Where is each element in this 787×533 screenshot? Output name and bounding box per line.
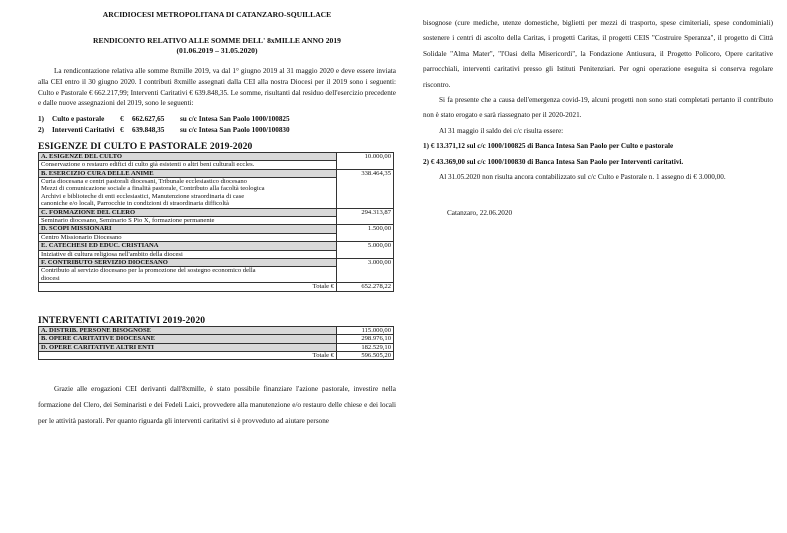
- culto-section-title: D. SCOPI MISSIONARI: [39, 225, 337, 233]
- culto-section-row: [39, 169, 394, 177]
- right-paragraph-4: Al 31.05.2020 non risulta ancora contabilizzato sul c/c Culto e Pastorale n. 1 assegno di € 3.000,00.: [439, 173, 726, 182]
- intro-line-2: 2) Interventi Caritativi € 639.848,35 su c/c Intesa San Paolo 1000/100830: [38, 125, 290, 134]
- culto-section-amount: 294.313,87: [337, 208, 394, 225]
- caritativi-row-title: D. OPERE CARITATIVE ALTRI ENTI: [39, 343, 337, 351]
- culto-section-amount: 338.464,35: [337, 169, 394, 208]
- culto-desc-line: Conservazione o restauro edifici di culto già esistenti o altri beni culturali eccles.: [41, 161, 255, 169]
- culto-section-desc: [39, 267, 337, 283]
- culto-desc-line: diocesi: [41, 274, 60, 282]
- culto-section-desc: [39, 250, 337, 258]
- culto-section-desc: [39, 217, 337, 225]
- culto-desc-line: canoniche e/o locali, Parrocchie in condizioni di straordinaria difficoltà: [41, 200, 229, 208]
- caritativi-heading: INTERVENTI CARITATIVI 2019-2020: [38, 314, 206, 326]
- culto-section-desc: [39, 233, 337, 241]
- culto-section-title: A. ESIGENZE DEL CULTO: [39, 152, 337, 160]
- culto-section-amount: 3.000,00: [337, 259, 394, 283]
- left-column: [38, 10, 396, 429]
- culto-desc-line: Seminario diocesano, Seminario S Pio X, formazione permanente: [41, 217, 215, 225]
- culto-section-amount: 1.500,00: [337, 225, 394, 242]
- culto-section-title: E. CATECHESI ED EDUC. CRISTIANA: [39, 242, 337, 250]
- culto-desc-line: Mezzi di comunicazione sociale a finalità pastorale, Contributo alla facoltà teologica: [41, 185, 265, 193]
- balance-line-1: 1) € 13.371,12 sul c/c 1000/100825 di Banca Intesa San Paolo per Culto e pastorale: [423, 142, 674, 151]
- culto-desc-line: Iniziative di cultura religiosa nell'ambito della diocesi: [41, 250, 183, 258]
- culto-section-desc: [39, 161, 337, 169]
- report-title: RENDICONTO RELATIVO ALLE SOMME DELL' 8xMILLE ANNO 2019: [93, 36, 341, 45]
- caritativi-total-label: Totale €: [39, 351, 337, 359]
- culto-section-row: [39, 152, 394, 160]
- culto-section-row: [39, 225, 394, 233]
- closing-paragraph: Grazie alle erogazioni CEI derivanti dall'8xmille, è stato possibile finanziare l'azione pastorale, investire nella formazione del Clero, dei Seminaristi e dei Fedeli Laici, provvedere alla manutenzione e/o restauro delle chiese e dei locali per le attività pastorali. Per quanto riguarda gli interventi caritativi si è provveduto ad aiutare persone: [38, 385, 396, 425]
- culto-total-row: [39, 283, 394, 291]
- culto-section-row: [39, 208, 394, 216]
- caritativi-total-row: [39, 351, 394, 359]
- caritativi-table: [38, 326, 394, 361]
- culto-desc-line: Contributo al servizio diocesano per la promozione del sostegno economico della: [41, 267, 256, 275]
- culto-total-label: Totale €: [39, 283, 337, 291]
- caritativi-row-amount: 115.000,00: [337, 326, 394, 334]
- caritativi-row: [39, 343, 394, 351]
- signature-date: Catanzaro, 22.06.2020: [447, 209, 513, 218]
- right-column: [423, 16, 773, 219]
- culto-desc-line: Centro Missionario Diocesano: [41, 233, 122, 241]
- intro-paragraph: La rendicontazione relativa alle somme 8xmille 2019, va dal 1° giugno 2019 al 31 maggio 2020 e deve essere inviata alla CEI entro il 30 giugno 2020. I contributi 8xmille assegnati dalla CEI alla nostra Diocesi per il 2019 sono i seguenti: Culto e Pastorale € 662.217,99; Interventi Caritativi € 639.848,35. Le somme, risultanti dal residuo dell'esercizio precedente e dalle nuove assegnazioni del 2019, sono le seguenti:: [38, 67, 396, 108]
- right-paragraph-3: Al 31 maggio il saldo dei c/c risulta essere:: [439, 126, 564, 135]
- caritativi-row: [39, 335, 394, 343]
- caritativi-row-amount: 182.529,10: [337, 343, 394, 351]
- culto-heading: ESIGENZE DI CULTO E PASTORALE 2019-2020: [38, 140, 253, 152]
- caritativi-row-title: A. DISTRIB. PERSONE BISOGNOSE: [39, 326, 337, 334]
- culto-table: [38, 152, 394, 292]
- culto-total-amount: 652.278,22: [337, 283, 394, 291]
- culto-section-row: [39, 259, 394, 267]
- caritativi-row: [39, 326, 394, 334]
- caritativi-row-title: B. OPERE CARITATIVE DIOCESANE: [39, 335, 337, 343]
- culto-desc-line: Archivi e biblioteche di enti ecclesiastici, Manutenzione straordinaria di case: [41, 192, 245, 200]
- caritativi-total-amount: 596.505,20: [337, 351, 394, 359]
- culto-section-title: F. CONTRIBUTO SERVIZIO DIOCESANO: [39, 259, 337, 267]
- balance-line-2: 2) € 43.369,00 sul c/c 1000/100830 di Banca Intesa San Paolo per Interventi caritativi.: [423, 157, 684, 166]
- right-paragraph-1: bisognose (cure mediche, utenze domestiche, biglietti per mezzi di trasporto, spese cimiteriali, spese condominiali) sostenere i centri di ascolto della Caritas, i progetti Caritas, il progetti CEIS "Costruire Speranza", il progetto di Città Solidale "Alma Mater", "l'Oasi della Misericordi", la Fondazione Antiusura, il Progetto Policoro, Opere caritative parrocchiali, interventi caritativi presso gli Istituti Penitenziari. Per ogni operazione eseguita si conserva regolare riscontro.: [423, 19, 773, 89]
- culto-section-amount: 5.000,00: [337, 242, 394, 259]
- right-paragraph-2: Si fa presente che a causa dell'emergenza covid-19, alcuni progetti non sono stati completati pertanto il contributo non è stato erogato e sarà riassegnato per il 2020-2021.: [423, 96, 773, 120]
- intro-line-1: 1) Culto e pastorale € 662.627,65 su c/c Intesa San Paolo 1000/100825: [38, 115, 290, 124]
- culto-section-title: C. FORMAZIONE DEL CLERO: [39, 208, 337, 216]
- culto-section-title: B. ESERCIZIO CURA DELLE ANIME: [39, 169, 337, 177]
- culto-desc-line: Curia diocesana e centri pastorali diocesani, Tribunale ecclesiastico diocesano: [41, 178, 247, 185]
- culto-section-row: [39, 242, 394, 250]
- culto-section-desc: [39, 178, 337, 209]
- report-period: (01.06.2019 – 31.05.2020): [176, 46, 258, 55]
- caritativi-row-amount: 298.976,10: [337, 335, 394, 343]
- org-title: ARCIDIOCESI METROPOLITANA DI CATANZARO-SQUILLACE: [102, 10, 332, 19]
- culto-section-amount: 10.000,00: [337, 152, 394, 169]
